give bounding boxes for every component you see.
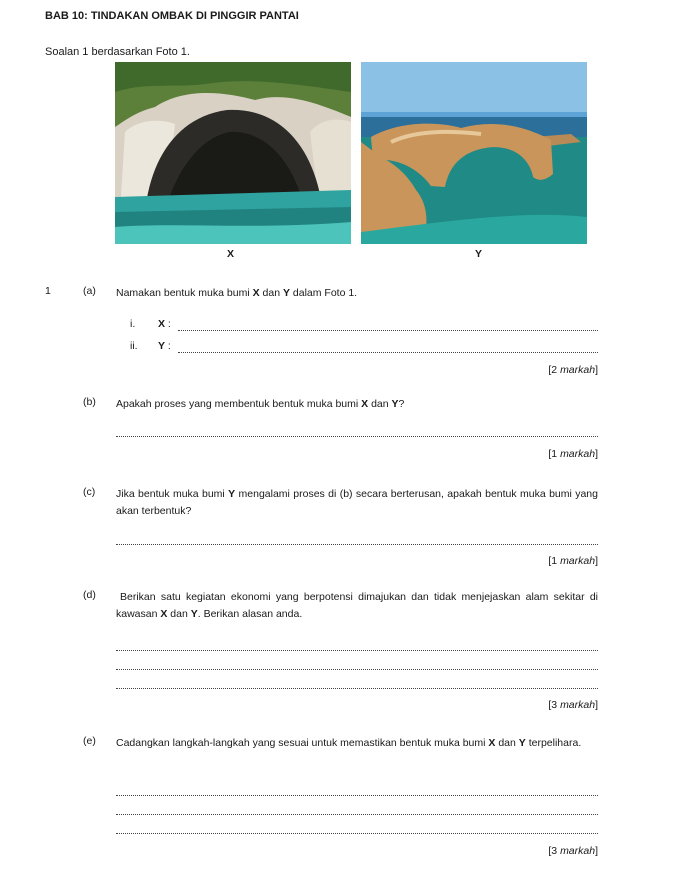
part-e-label: (e) <box>83 735 96 747</box>
intro-text: Soalan 1 berdasarkan Foto 1. <box>45 46 190 58</box>
part-a-sub-i-label: X : <box>158 318 171 330</box>
part-e-question: Cadangkan langkah-langkah yang sesuai untuk memastikan bentuk muka bumi X dan Y terpelihara. <box>116 737 582 749</box>
part-e-marks: [3 markah] <box>548 845 598 857</box>
part-c-label: (c) <box>83 486 96 498</box>
part-a-sub-i-number: i. <box>130 318 136 330</box>
part-a-sub-ii-number: ii. <box>130 340 138 352</box>
part-c-question: Jika bentuk muka bumi Y mengalami proses di (b) secara berterusan, apakah bentuk muka bumi yang akan terbentuk? <box>116 488 598 517</box>
answer-line-a-i[interactable] <box>178 330 598 331</box>
part-b-question: Apakah proses yang membentuk bentuk muka bumi X dan Y? <box>116 398 405 410</box>
answer-line-e-3[interactable] <box>116 833 598 834</box>
answer-line-d-1[interactable] <box>116 650 598 651</box>
part-d-label: (d) <box>83 589 96 601</box>
question-number: 1 <box>45 285 51 297</box>
sea-arch-image <box>361 62 587 244</box>
answer-line-e-2[interactable] <box>116 814 598 815</box>
part-a-marks: [2 markah] <box>548 364 598 376</box>
answer-line-c[interactable] <box>116 544 598 545</box>
page-title: BAB 10: TINDAKAN OMBAK DI PINGGIR PANTAI <box>45 10 299 22</box>
answer-line-d-3[interactable] <box>116 688 598 689</box>
part-a-label: (a) <box>83 285 96 297</box>
answer-line-a-ii[interactable] <box>178 352 598 353</box>
answer-line-d-2[interactable] <box>116 669 598 670</box>
photo-x-caption: X <box>227 248 235 260</box>
answer-line-b[interactable] <box>116 436 598 437</box>
sea-arch-photo <box>361 62 587 244</box>
sea-cave-image <box>115 62 351 244</box>
part-d-question: Berikan satu kegiatan ekonomi yang berpotensi dimajukan dan tidak menjejaskan alam sekitar di kawasan X dan Y. Berikan alasan anda. <box>116 591 598 620</box>
photo-y-caption: Y <box>475 248 483 260</box>
part-a-sub-ii-label: Y : <box>158 340 171 352</box>
part-a-question: Namakan bentuk muka bumi X dan Y dalam Foto 1. <box>116 287 358 299</box>
answer-line-e-1[interactable] <box>116 795 598 796</box>
part-b-marks: [1 markah] <box>548 448 598 460</box>
part-c-marks: [1 markah] <box>548 555 598 567</box>
part-b-label: (b) <box>83 396 96 408</box>
part-d-marks: [3 markah] <box>548 699 598 711</box>
sea-cave-photo <box>115 62 351 244</box>
